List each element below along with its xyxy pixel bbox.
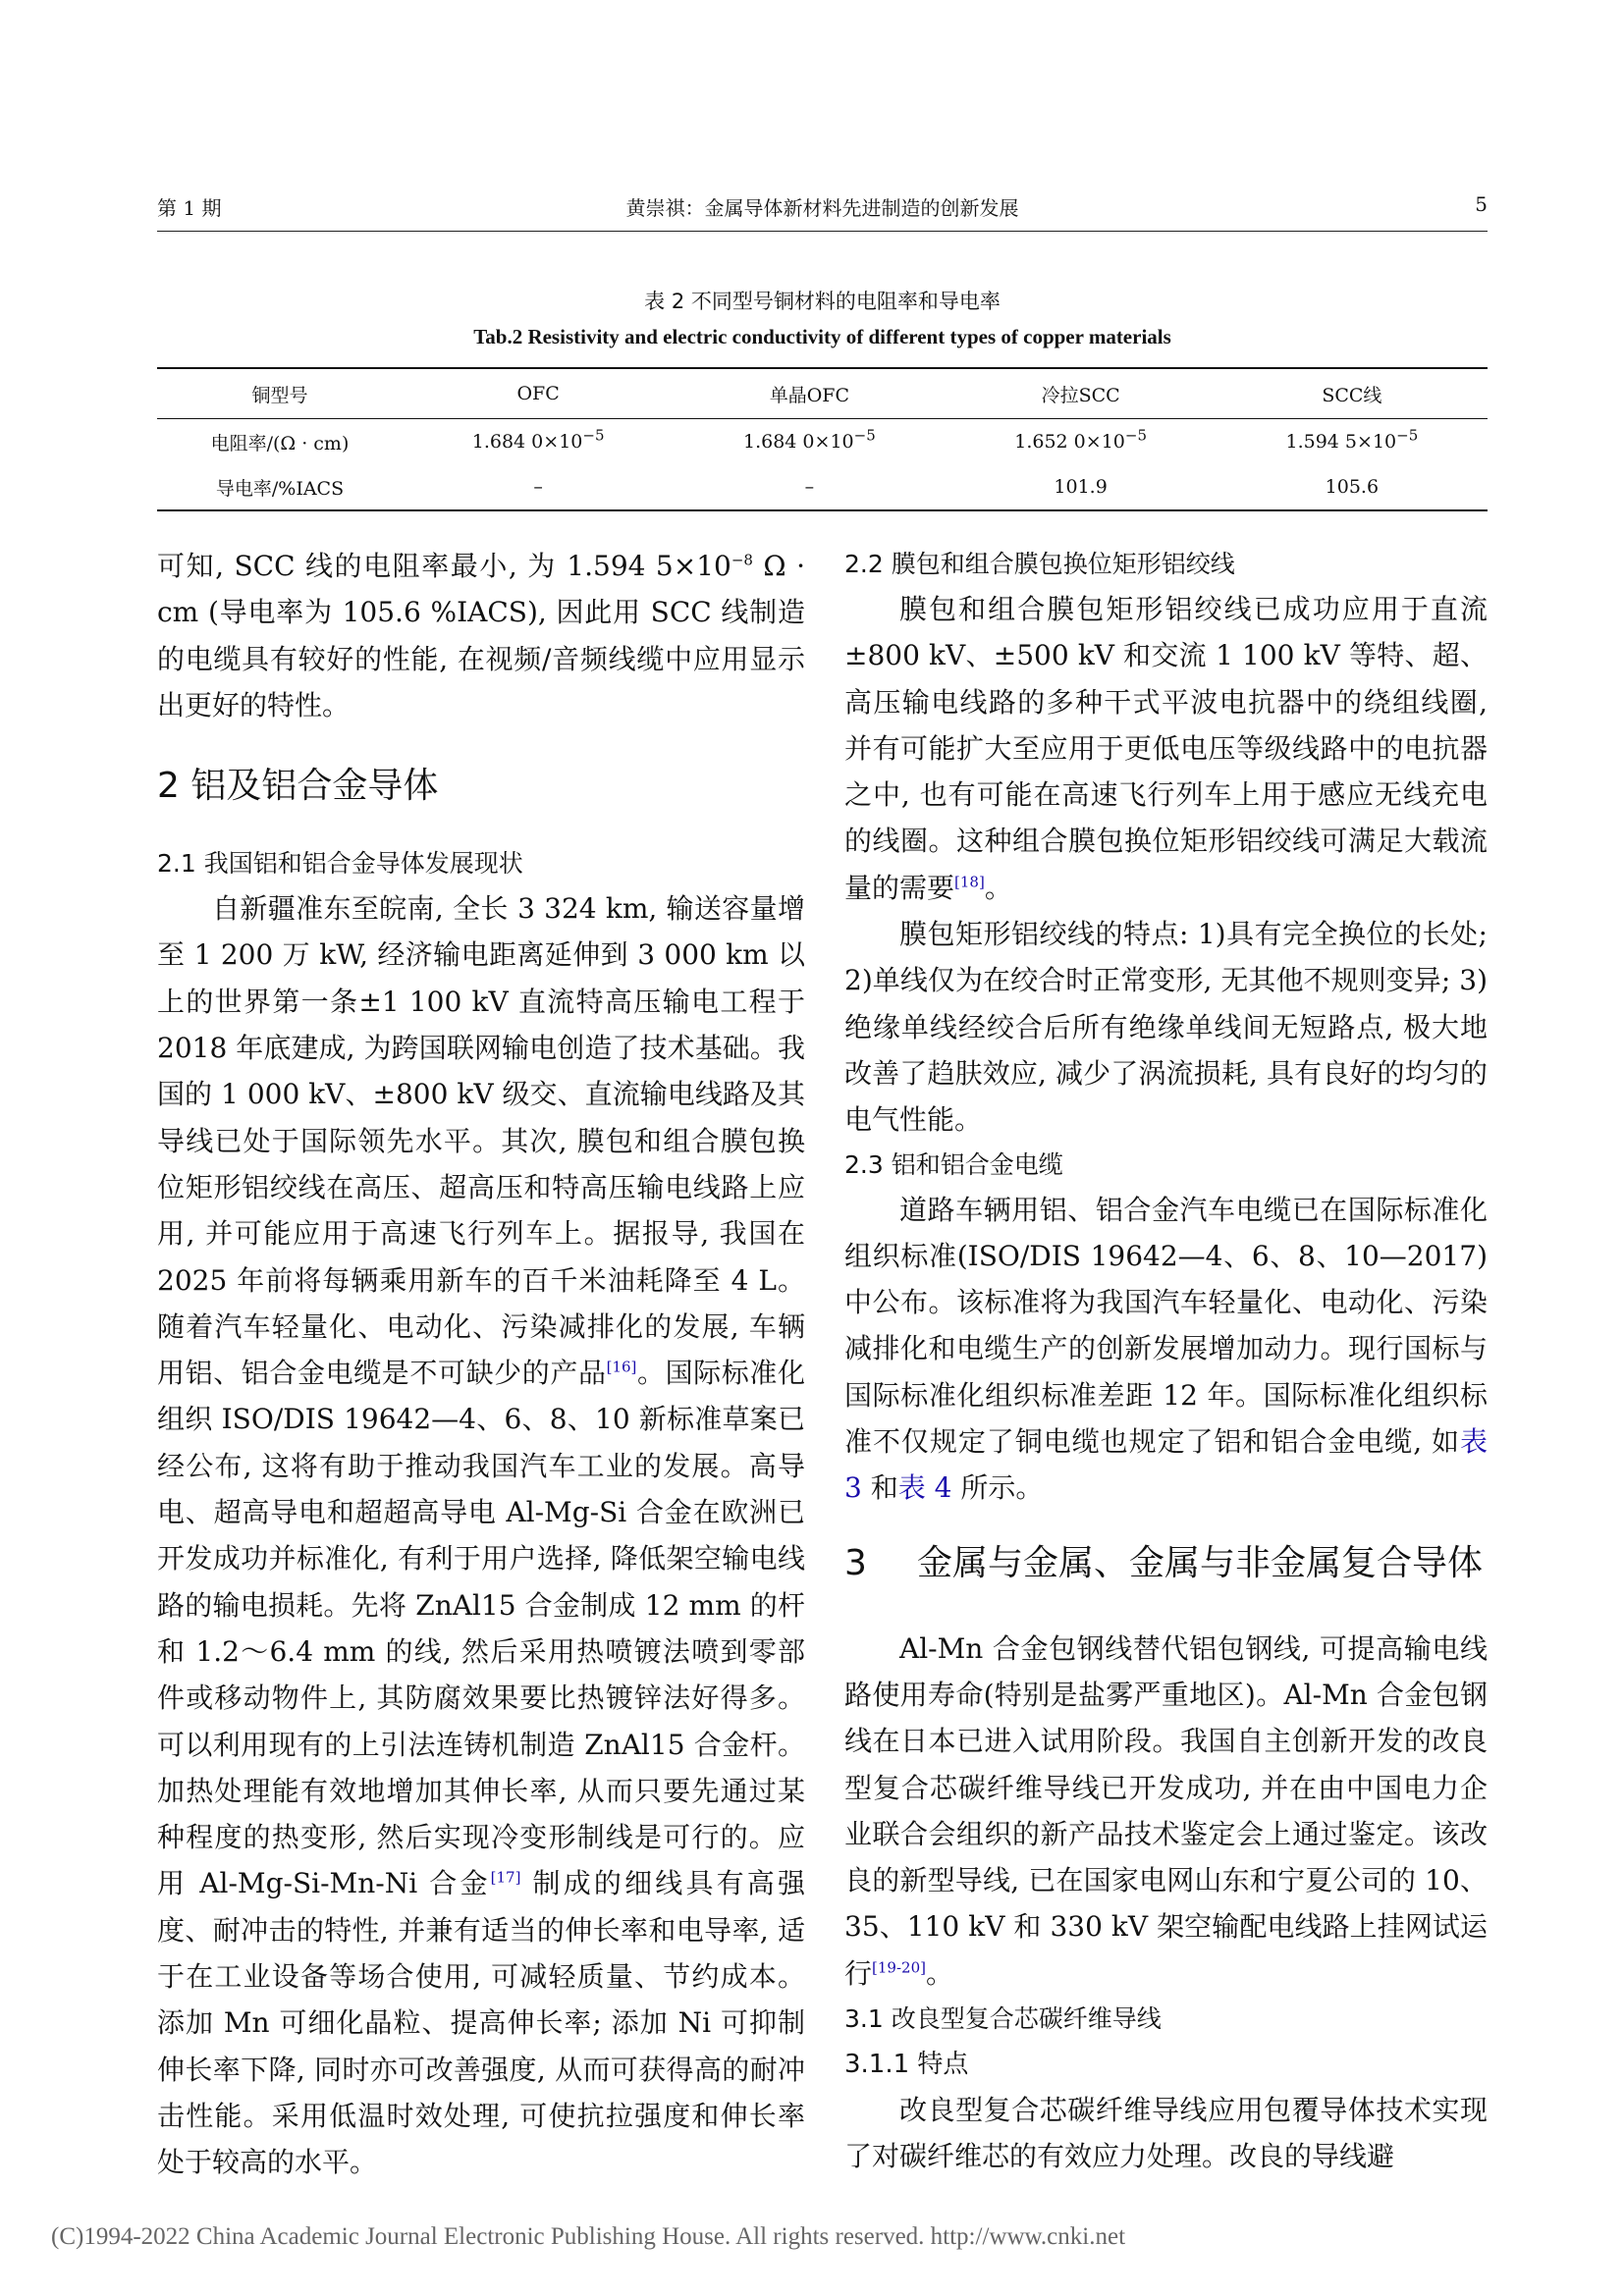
cell-value: 1.652 0×10: [1014, 431, 1125, 453]
cell-exponent: −5: [582, 426, 605, 445]
table-cell: [674, 464, 945, 510]
copyright-footer: (C)1994-2022 China Academic Journal Electronic Publishing House. All rights reserved. http://www.cnki.net: [51, 2223, 1126, 2250]
table-cell: [1217, 419, 1488, 465]
cell-exponent: −5: [1396, 426, 1419, 445]
subsubsection-heading-3-1-1: 3.1.1 特点: [844, 2050, 969, 2080]
cell-value: 101.9: [1054, 476, 1108, 498]
section-heading-3: [844, 1541, 1488, 1586]
cell-value: 1.684 0×10: [743, 431, 854, 453]
page-number: 5: [1475, 192, 1488, 216]
section-number: 3: [844, 1542, 867, 1583]
table-header-cell: SCC线: [1217, 368, 1488, 419]
table-header-cell: OFC: [403, 368, 674, 419]
table-cell: [403, 464, 674, 510]
table-4-link[interactable]: 表 4: [897, 1471, 952, 1505]
paragraph: [157, 885, 805, 2185]
table-cell: [946, 419, 1217, 465]
paragraph: 改良型复合芯碳纤维导线应用包覆导体技术实现了对碳纤维芯的有效应力处理。改良的导线避: [844, 2094, 1488, 2173]
text-run: Ω · cm (导电率为 105.6 %IACS), 因此用 SCC 线制造的电缆具有较好的性能, 在视频/音频线缆中应用显示出更好的特性。: [157, 550, 805, 721]
text-run: 和: [861, 1471, 898, 1505]
text-run: 。: [984, 871, 1012, 904]
cell-exponent: −5: [1124, 426, 1147, 445]
citation-18[interactable]: [18]: [954, 873, 985, 891]
table-header-cell: 单晶OFC: [674, 368, 945, 419]
issue-number: 第 1 期: [157, 196, 222, 220]
table-caption-zh: 表 2 不同型号铜材料的电阻率和导电率: [644, 290, 1001, 313]
paragraph: [844, 586, 1488, 911]
table-cell: [403, 419, 674, 465]
citation-19-20[interactable]: [19-20]: [872, 1958, 926, 1977]
table-cell: [674, 419, 945, 465]
table-header-row: [157, 368, 1488, 419]
resistivity-table: [157, 367, 1488, 511]
table-header-cell: 冷拉SCC: [946, 368, 1217, 419]
running-title: 黄崇祺：金属导体新材料先进制造的创新发展: [625, 196, 1019, 220]
text-run: 。: [925, 1956, 953, 1990]
text-run: 所示。: [951, 1471, 1044, 1505]
header-rule: [157, 231, 1488, 232]
text-run: 可知, SCC 线的电阻率最小, 为 1.594 5×10: [157, 550, 731, 582]
table-row: [157, 464, 1488, 510]
subsection-heading-2-2: 2.2 膜包和组合膜包换位矩形铝绞线: [844, 550, 1235, 578]
text-run: 道路车辆用铝、铝合金汽车电缆已在国际标准化组织标准(ISO/DIS 19642—4、6、8、10—2017)中公布。该标准将为我国汽车轻量化、电动化、污染减排化和电缆生产的创新发展增加动力。现行国标与国际标准化组织标准差距 12 年。国际标准化组织标准不仅规定了铜电缆也规定了铝和铝合金电缆, 如: [844, 1193, 1488, 1459]
text-run: 膜包和组合膜包矩形铝绞线已成功应用于直流±800 kV、±500 kV 和交流 1 100 kV 等特、超、高压输电线路的多种干式平波电抗器中的绕组线圈, 并有可能扩大至应用于更低电压等级线路中的电抗器之中, 也有可能在高速飞行列车上用于感应无线充电的线圈。这种组合膜包换位矩形铝绞线可满足大载流量的需要: [844, 593, 1488, 904]
text-run: 自新疆准东至皖南, 全长 3 324 km, 输送容量增至 1 200 万 kW, 经济输电距离延伸到 3 000 km 以上的世界第一条±1 100 kV 直流特高压输电工程于 2018 年底建成, 为跨国联网输电创造了技术基础。我国的 1 000 kV、±800 kV 级交、直流输电线路及其导线已处于国际领先水平。其次, 膜包和组合膜包换位矩形铝绞线在高压、超高压和特高压输电线路上应用, 并可能应用于高速飞行列车上。据报导, 我国在 2025 年前将每辆乘用新车的百千米油耗降至 4 L。随着汽车轻量化、电动化、污染减排化的发展, 车辆用铝、铝合金电缆是不可缺少的产品: [157, 892, 805, 1390]
section-heading-2: 2 铝及铝合金导体: [157, 766, 439, 807]
cell-value: 105.6: [1325, 476, 1380, 498]
table-cell: [1217, 464, 1488, 510]
paragraph: [157, 543, 805, 728]
cell-value: 1.684 0×10: [471, 431, 583, 453]
citation-16[interactable]: [16]: [606, 1358, 637, 1376]
left-column: [157, 543, 805, 2186]
exponent: −8: [731, 551, 753, 569]
subsection-heading-3-1: 3.1 改良型复合芯碳纤维导线: [844, 2004, 1162, 2034]
running-header: [157, 192, 1488, 224]
section-title: 金属与金属、金属与非金属复合导体: [917, 1542, 1484, 1583]
paragraph: [844, 1626, 1488, 1997]
subsection-heading-2-1: 2.1 我国铝和铝合金导体发展现状: [157, 849, 523, 879]
text-run: 制成的细线具有高强度、耐冲击的特性, 并兼有适当的伸长率和电导率, 适于在工业设备等场合使用, 可减轻质量、节约成本。添加 Mn 可细化晶粒、提高伸长率; 添加 Ni 可抑制伸长率下降, 同时亦可改善强度, 从而可获得高的耐冲击性能。采用低温时效处理, 可使抗拉强度和伸长率处于较高的水平。: [157, 1867, 805, 2179]
text-run: 。国际标准化组织 ISO/DIS 19642—4、6、8、10 新标准草案已经公布, 这将有助于推动我国汽车工业的发展。高导电、超高导电和超超高导电 Al-Mg-Si 合金在欧洲已开发成功并标准化, 有利于用户选择, 降低架空输电线路的输电损耗。先将 ZnAl15 合金制成 12 mm 的杆和 1.2～6.4 mm 的线, 然后采用热喷镀法喷到零部件或移动物件上, 其防腐效果要比热镀锌法好得多。可以利用现有的上引法连铸机制造 ZnAl15 合金杆。加热处理能有效地增加其伸长率, 从而只要先通过某种程度的热变形, 然后实现冷变形制线是可行的。应用 Al-Mg-Si-Mn-Ni 合金: [157, 1357, 805, 1900]
table-cell: [946, 464, 1217, 510]
table-header-cell: 铜型号: [157, 368, 403, 419]
table-caption-en: Tab.2 Resistivity and electric conductivity of different types of copper materials: [473, 325, 1171, 348]
cell-value: –: [533, 476, 543, 498]
paragraph: 膜包矩形铝绞线的特点: 1)具有完全换位的长处; 2)单线仅为在绞合时正常变形, 无其他不规则变异; 3)绝缘单线经绞合后所有绝缘单线间无短路点, 极大地改善了趋肤效应, 减少了涡流损耗, 具有良好的均匀的电气性能。: [844, 918, 1488, 1137]
paragraph: [844, 1187, 1488, 1512]
table-3-link[interactable]: 表 3: [844, 1425, 1488, 1505]
right-column: [844, 543, 1488, 2180]
table-row: [157, 419, 1488, 465]
cell-exponent: −5: [853, 426, 876, 445]
cell-value: –: [804, 476, 815, 498]
text-run: Al-Mn 合金包钢线替代铝包钢线, 可提高输电线路使用寿命(特别是盐雾严重地区)。Al-Mn 合金包钢线在日本已进入试用阶段。我国自主创新开发的改良型复合芯碳纤维导线已开发成功, 并在由中国电力企业联合会组织的新产品技术鉴定会上通过鉴定。该改良的新型导线, 已在国家电网山东和宁夏公司的 10、35、110 kV 和 330 kV 架空输配电线路上挂网试运行: [844, 1631, 1488, 1990]
cell-value: 1.594 5×10: [1285, 431, 1397, 453]
citation-17[interactable]: [17]: [490, 1869, 521, 1888]
subsection-heading-2-3: 2.3 铝和铝合金电缆: [844, 1149, 1063, 1179]
row-label: 电阻率/(Ω · cm): [210, 432, 350, 454]
row-label: 导电率/%IACS: [157, 464, 403, 510]
